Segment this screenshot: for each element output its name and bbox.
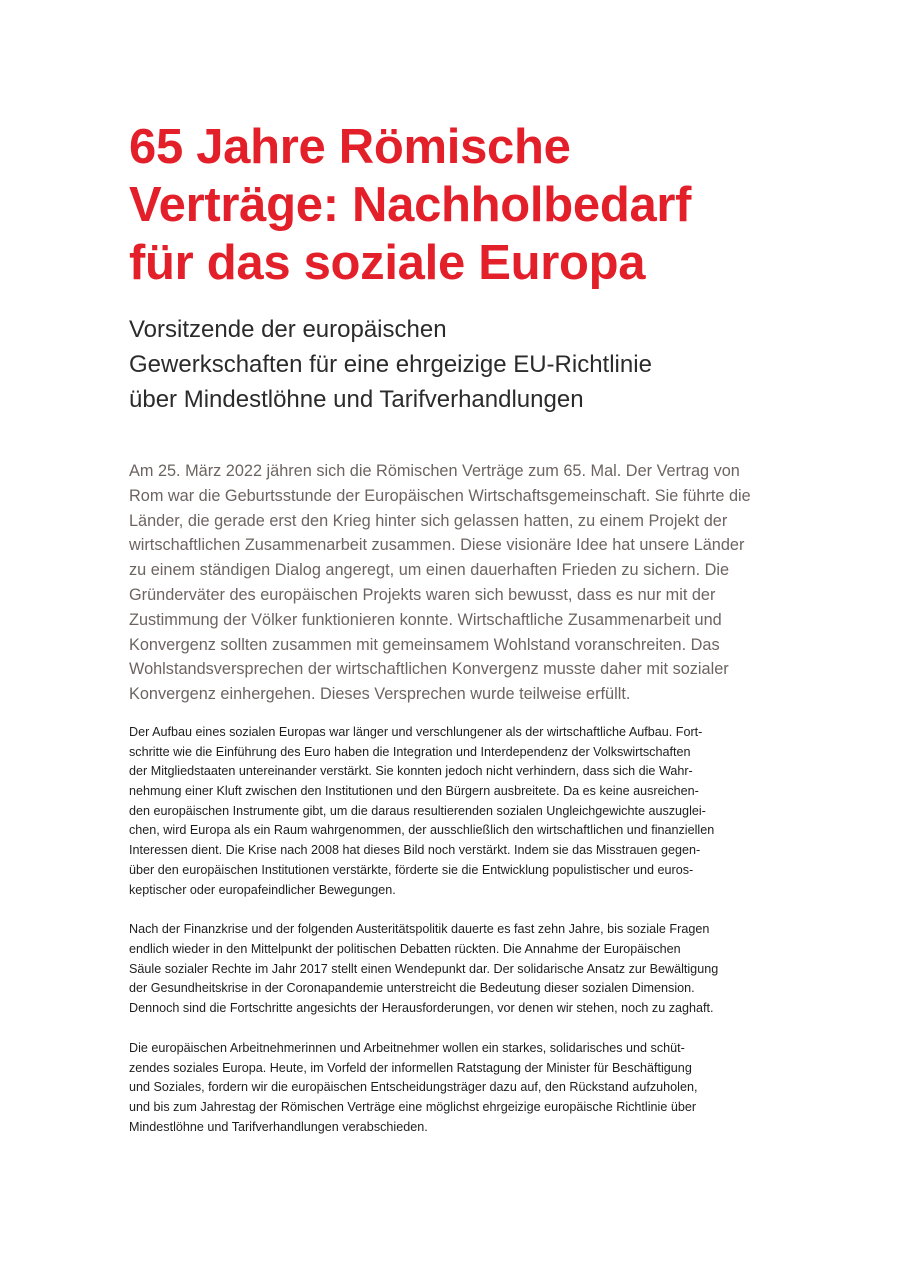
document-title [129, 118, 769, 292]
body-paragraph-1 [129, 723, 769, 900]
body-line: Mindestlöhne und Tarifverhandlungen verabschieden. [129, 1119, 428, 1134]
intro-line: wirtschaftlichen Zusammenarbeit zusammen. Diese visionäre Idee hat unsere Länder [129, 536, 745, 555]
document-page [129, 118, 769, 1137]
intro-line: Konvergenz einhergehen. Dieses Versprechen wurde teilweise erfüllt. [129, 685, 631, 704]
body-line: Säule sozialer Rechte im Jahr 2017 stellt einen Wendepunkt dar. Der solidarische Ansatz zur Bewältigung [129, 961, 719, 976]
body-line: schritte wie die Einführung des Euro haben die Integration und Interdependenz der Volkswirtschaften [129, 744, 691, 759]
body-line: Dennoch sind die Fortschritte angesichts der Herausforderungen, vor denen wir stehen, noch zu zaghaft. [129, 1001, 714, 1016]
title-line: für das soziale Europa [129, 236, 646, 290]
body-line: und Soziales, fordern wir die europäischen Entscheidungsträger dazu auf, den Rückstand aufzuholen, [129, 1080, 698, 1095]
body-line: den europäischen Instrumente gibt, um die daraus resultierenden sozialen Ungleichgewichte auszuglei- [129, 803, 706, 818]
subtitle-line: Gewerkschaften für eine ehrgeizige EU-Richtlinie [129, 351, 652, 378]
body-line: der Mitgliedstaaten untereinander verstärkt. Sie konnten jedoch nicht verhindern, dass sich die Wahr- [129, 764, 693, 779]
body-line: nehmung einer Kluft zwischen den Institutionen und den Bürgern ausbreitete. Da es keine ausreichen- [129, 784, 699, 799]
intro-paragraph [129, 459, 769, 707]
intro-line: Länder, die gerade erst den Krieg hinter sich gelassen hatten, zu einem Projekt der [129, 511, 728, 530]
intro-line: Zustimmung der Völker funktionieren konnte. Wirtschaftliche Zusammenarbeit und [129, 610, 722, 629]
body-line: Nach der Finanzkrise und der folgenden Austeritätspolitik dauerte es fast zehn Jahre, bis soziale Fragen [129, 922, 710, 937]
subtitle-line: Vorsitzende der europäischen [129, 316, 447, 343]
intro-line: Wohlstandsversprechen der wirtschaftlichen Konvergenz musste daher mit sozialer [129, 660, 729, 679]
body-line: keptischer oder europafeindlicher Bewegungen. [129, 882, 396, 897]
body-line: chen, wird Europa als ein Raum wahrgenommen, der ausschließlich den wirtschaftlichen und finanziellen [129, 823, 715, 838]
title-line: Verträge: Nachholbedarf [129, 178, 692, 232]
body-line: Die europäischen Arbeitnehmerinnen und Arbeitnehmer wollen ein starkes, solidarisches und schüt- [129, 1040, 685, 1055]
body-paragraph-2 [129, 920, 769, 1019]
body-line: und bis zum Jahrestag der Römischen Verträge eine möglichst ehrgeizige europäische Richtlinie über [129, 1099, 697, 1114]
body-line: der Gesundheitskrise in der Coronapandemie unterstreicht die Bedeutung dieser sozialen Dimension. [129, 981, 695, 996]
title-line: 65 Jahre Römische [129, 120, 571, 174]
document-subtitle [129, 312, 769, 417]
body-line: Der Aufbau eines sozialen Europas war länger und verschlungener als der wirtschaftliche Aufbau. Fort- [129, 724, 703, 739]
intro-line: Konvergenz sollten zusammen mit gemeinsamem Wohlstand voranschreiten. Das [129, 635, 720, 654]
intro-line: Am 25. März 2022 jähren sich die Römischen Verträge zum 65. Mal. Der Vertrag von [129, 462, 740, 480]
intro-line: Rom war die Geburtsstunde der Europäischen Wirtschaftsgemeinschaft. Sie führte die [129, 486, 751, 505]
body-line: endlich wieder in den Mittelpunkt der politischen Debatten rückten. Die Annahme der Europäischen [129, 942, 681, 956]
intro-line: zu einem ständigen Dialog angeregt, um einen dauerhaften Frieden zu sichern. Die [129, 561, 730, 580]
body-line: zendes soziales Europa. Heute, im Vorfeld der informellen Ratstagung der Minister für Beschäftigung [129, 1060, 692, 1075]
body-line: über den europäischen Institutionen verstärkte, förderte sie die Entwicklung populistischer und euros- [129, 862, 694, 877]
body-line: Interessen dient. Die Krise nach 2008 hat dieses Bild noch verstärkt. Indem sie das Misstrauen gegen- [129, 843, 701, 858]
body-paragraph-3 [129, 1039, 769, 1138]
subtitle-line: über Mindestlöhne und Tarifverhandlungen [129, 386, 584, 413]
intro-line: Gründerväter des europäischen Projekts waren sich bewusst, dass es nur mit der [129, 585, 716, 604]
